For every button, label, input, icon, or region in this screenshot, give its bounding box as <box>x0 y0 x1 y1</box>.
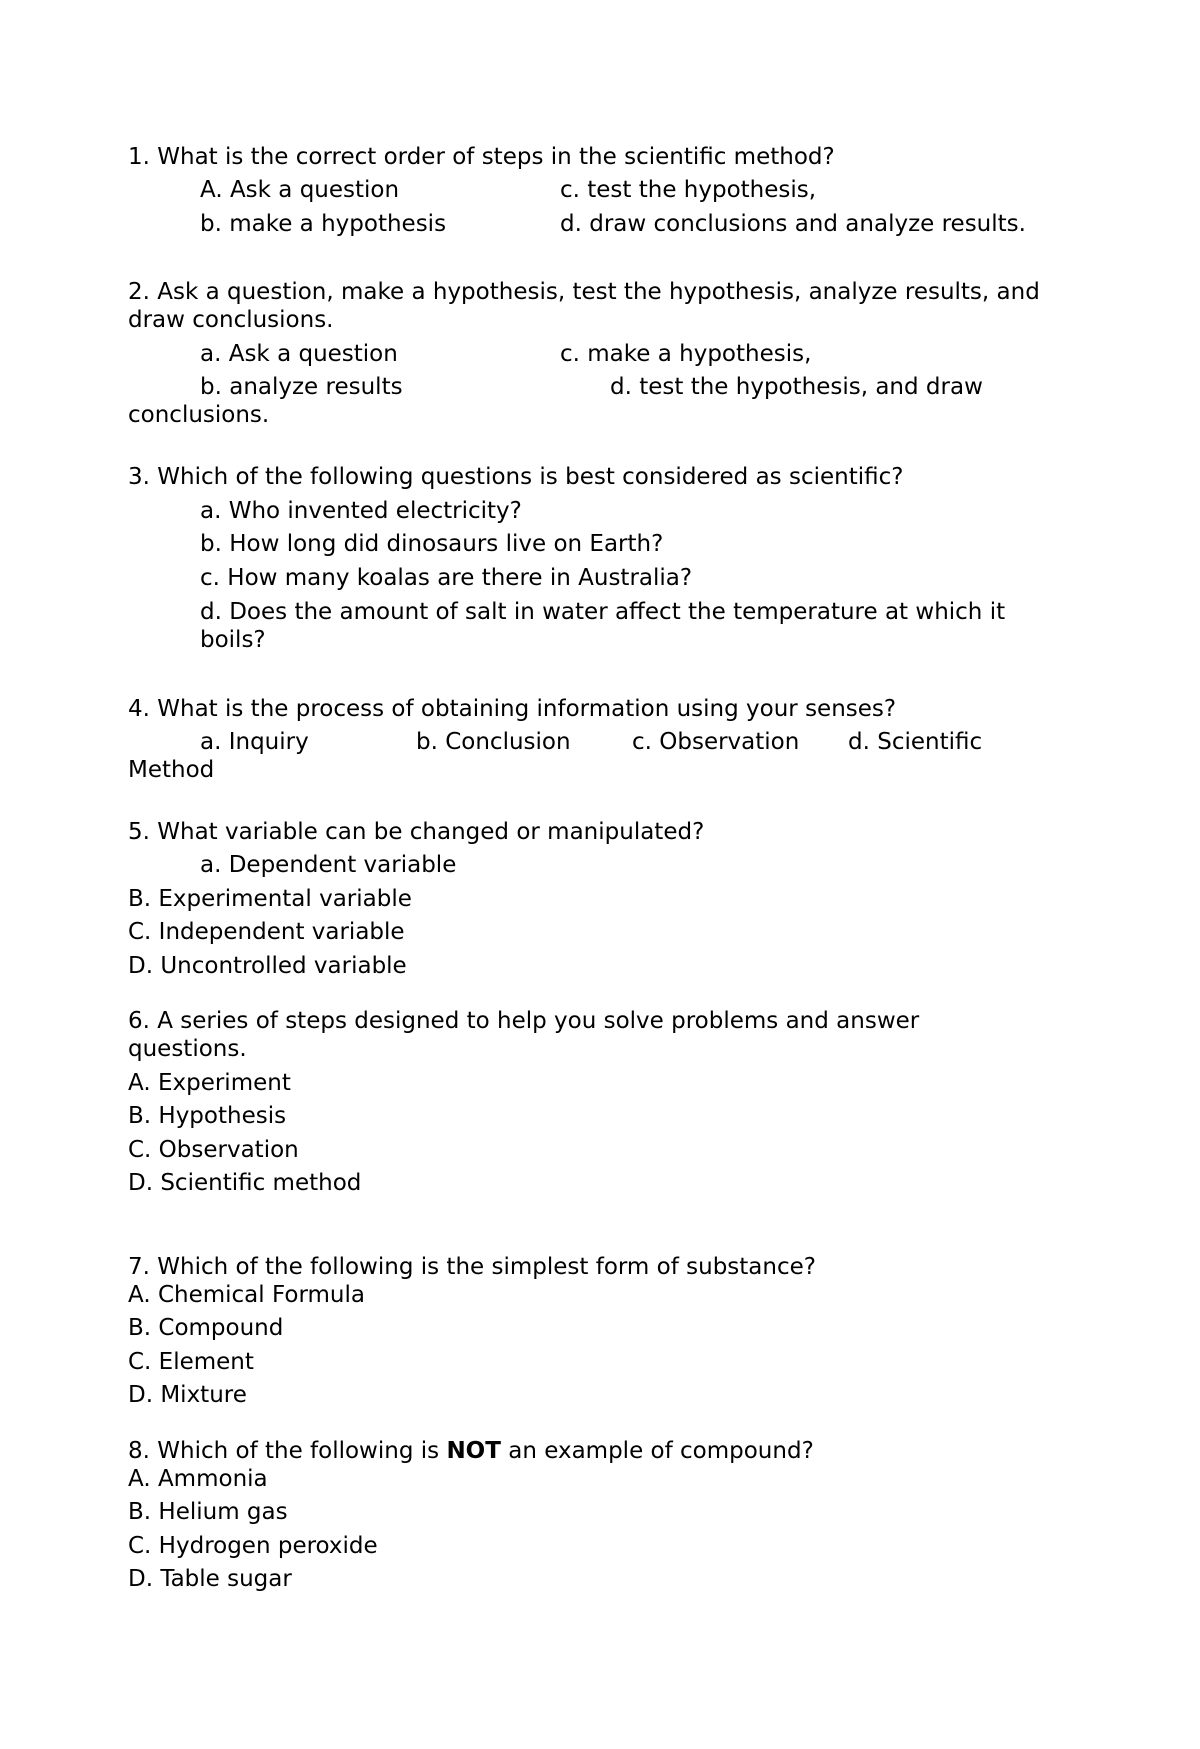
question-8-choice-c: C. Hydrogen peroxide <box>128 1533 378 1559</box>
question-6-choice-d: D. Scientific method <box>128 1170 362 1196</box>
question-2-stem-line2: draw conclusions. <box>128 307 334 333</box>
question-4-choice-a: a. Inquiry <box>200 729 309 755</box>
question-6-choice-b: B. Hypothesis <box>128 1103 287 1129</box>
question-2-choice-b: b. analyze results <box>200 374 403 400</box>
question-8-stem <box>128 1440 814 1463</box>
question-7-choice-c: C. Element <box>128 1349 254 1375</box>
question-3-choice-b: b. How long did dinosaurs live on Earth? <box>200 531 664 557</box>
question-5-choice-b: B. Experimental variable <box>128 886 412 912</box>
question-2-choice-d-wrap: conclusions. <box>128 402 270 428</box>
question-2-choice-d: d. test the hypothesis, and draw <box>610 374 983 400</box>
question-2-choice-c: c. make a hypothesis, <box>560 341 812 367</box>
question-6-stem-line1: 6. A series of steps designed to help you solve problems and answer <box>128 1008 920 1034</box>
question-5-choice-a: a. Dependent variable <box>200 852 457 878</box>
question-3-choice-c: c. How many koalas are there in Australia? <box>200 565 693 591</box>
question-3-choice-a: a. Who invented electricity? <box>200 498 522 524</box>
question-2-stem-line1: 2. Ask a question, make a hypothesis, test the hypothesis, analyze results, and <box>128 279 1040 305</box>
question-8-stem-post: an example of compound? <box>500 1438 814 1464</box>
question-3-stem: 3. Which of the following questions is best considered as scientific? <box>128 464 904 490</box>
question-8-stem-emphasis: NOT <box>446 1438 501 1464</box>
question-1-choice-c: c. test the hypothesis, <box>560 177 817 203</box>
question-8-choice-a: A. Ammonia <box>128 1466 268 1492</box>
question-2-choice-a: a. Ask a question <box>200 341 398 367</box>
question-5-stem: 5. What variable can be changed or manipulated? <box>128 819 705 845</box>
question-7-stem: 7. Which of the following is the simplest form of substance? <box>128 1254 816 1280</box>
question-4-choice-d: d. Scientific <box>848 729 983 755</box>
question-4-choice-c: c. Observation <box>632 729 800 755</box>
question-4-choice-b: b. Conclusion <box>416 729 571 755</box>
question-8-choice-d: D. Table sugar <box>128 1566 292 1592</box>
question-1-choice-b: b. make a hypothesis <box>200 211 447 237</box>
question-6-stem-line2: questions. <box>128 1036 247 1062</box>
question-8-choice-b: B. Helium gas <box>128 1499 288 1525</box>
question-3-choice-d: d. Does the amount of salt in water affect the temperature at which it <box>200 599 1006 625</box>
question-4-choice-d-wrap: Method <box>128 757 215 783</box>
question-3-choice-d-wrap: boils? <box>200 627 266 653</box>
question-1-stem: 1. What is the correct order of steps in the scientific method? <box>128 144 835 170</box>
question-5-choice-c: C. Independent variable <box>128 919 405 945</box>
question-7-choice-b: B. Compound <box>128 1315 284 1341</box>
question-7-choice-d: D. Mixture <box>128 1382 247 1408</box>
question-1-choice-a: A. Ask a question <box>200 177 400 203</box>
question-4-stem: 4. What is the process of obtaining information using your senses? <box>128 696 897 722</box>
question-6-choice-a: A. Experiment <box>128 1070 291 1096</box>
question-8-stem-pre: 8. Which of the following is <box>128 1438 447 1464</box>
question-1-choice-d: d. draw conclusions and analyze results. <box>560 211 1026 237</box>
question-7-choice-a: A. Chemical Formula <box>128 1282 365 1308</box>
question-6-choice-c: C. Observation <box>128 1137 299 1163</box>
question-5-choice-d: D. Uncontrolled variable <box>128 953 407 979</box>
